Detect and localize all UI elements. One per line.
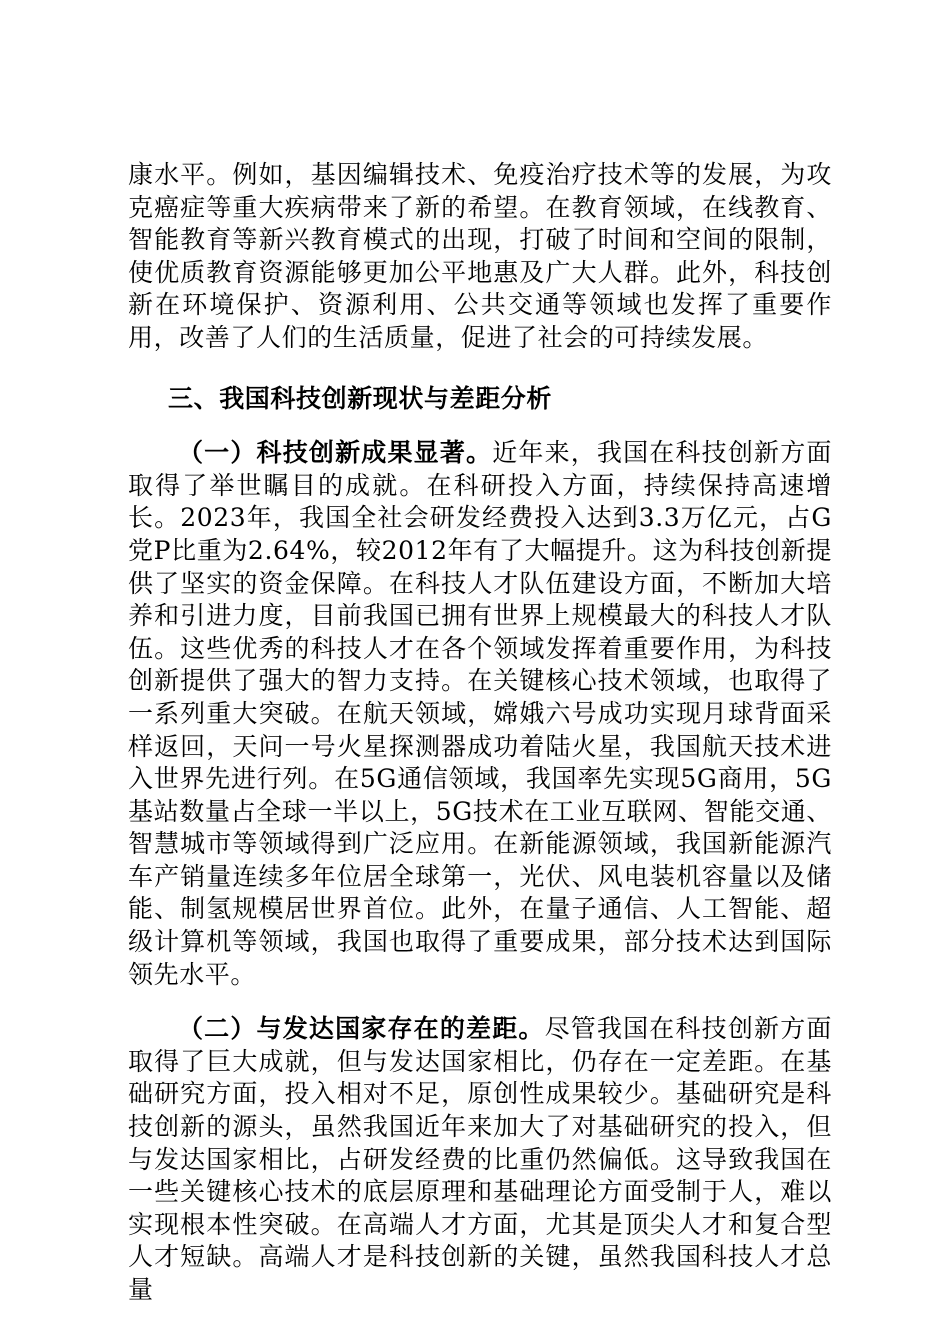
paragraph-lead-achievements: （一）科技创新成果显著。	[178, 438, 493, 468]
paragraph-continuation: 康水平。例如，基因编辑技术、免疫治疗技术等的发展，为攻克癌症等重大疾病带来了新的希望。在教育领域，在线教育、智能教育等新兴教育模式的出现，打破了时间和空间的限制，使优质教育资源能够更加公平地惠及广大人群。此外，科技创新在环境保护、资源利用、公共交通等领域也发挥了重要作用，改善了人们的生活质量，促进了社会的可持续发展。	[128, 160, 832, 352]
paragraph-text-gap-analysis: 尽管我国在科技创新方面取得了巨大成就，但与发达国家相比，仍存在一定差距。在基础研究方面，投入相对不足，原创性成果较少。基础研究是科技创新的源头，虽然我国近年来加大了对基础研究的投入，但与发达国家相比，占研发经费的比重仍然偏低。这导致我国在一些关键核心技术的底层原理和基础理论方面受制于人，难以实现根本性突破。在高端人才方面，尤其是顶尖人才和复合型人才短缺。高端人才是科技创新的关键，虽然我国科技人才总量	[128, 1014, 832, 1304]
document-body	[128, 159, 832, 1307]
section-heading: 三、我国科技创新现状与差距分析	[168, 383, 553, 413]
paragraph-text-achievements: 近年来，我国在科技创新方面取得了举世瞩目的成就。在科研投入方面，持续保持高速增长。2023年，我国全社会研发经费投入达到3.3万亿元，占G党P比重为2.64%，较2012年有了大幅提升。这为科技创新提供了坚实的资金保障。在科技人才队伍建设方面，不断加大培养和引进力度，目前我国已拥有世界上规模最大的科技人才队伍。这些优秀的科技人才在各个领域发挥着重要作用，为科技创新提供了强大的智力支持。在关键核心技术领域，也取得了一系列重大突破。在航天领域，嫦娥六号成功实现月球背面采样返回，天问一号火星探测器成功着陆火星，我国航天技术进入世界先进行列。在5G通信领域，我国率先实现5G商用，5G基站数量占全球一半以上，5G技术在工业互联网、智能交通、智慧城市等领域得到广泛应用。在新能源领域，我国新能源汽车产销量连续多年位居全球第一，光伏、风电装机容量以及储能、制氢规模居世界首位。此外，在量子通信、人工智能、超级计算机等领域，我国也取得了重要成果，部分技术达到国际领先水平。	[128, 438, 832, 989]
paragraph-gap-analysis	[128, 1013, 832, 1306]
paragraph-lead-gap-analysis: （二）与发达国家存在的差距。	[178, 1014, 545, 1044]
paragraph-achievements	[128, 437, 832, 991]
